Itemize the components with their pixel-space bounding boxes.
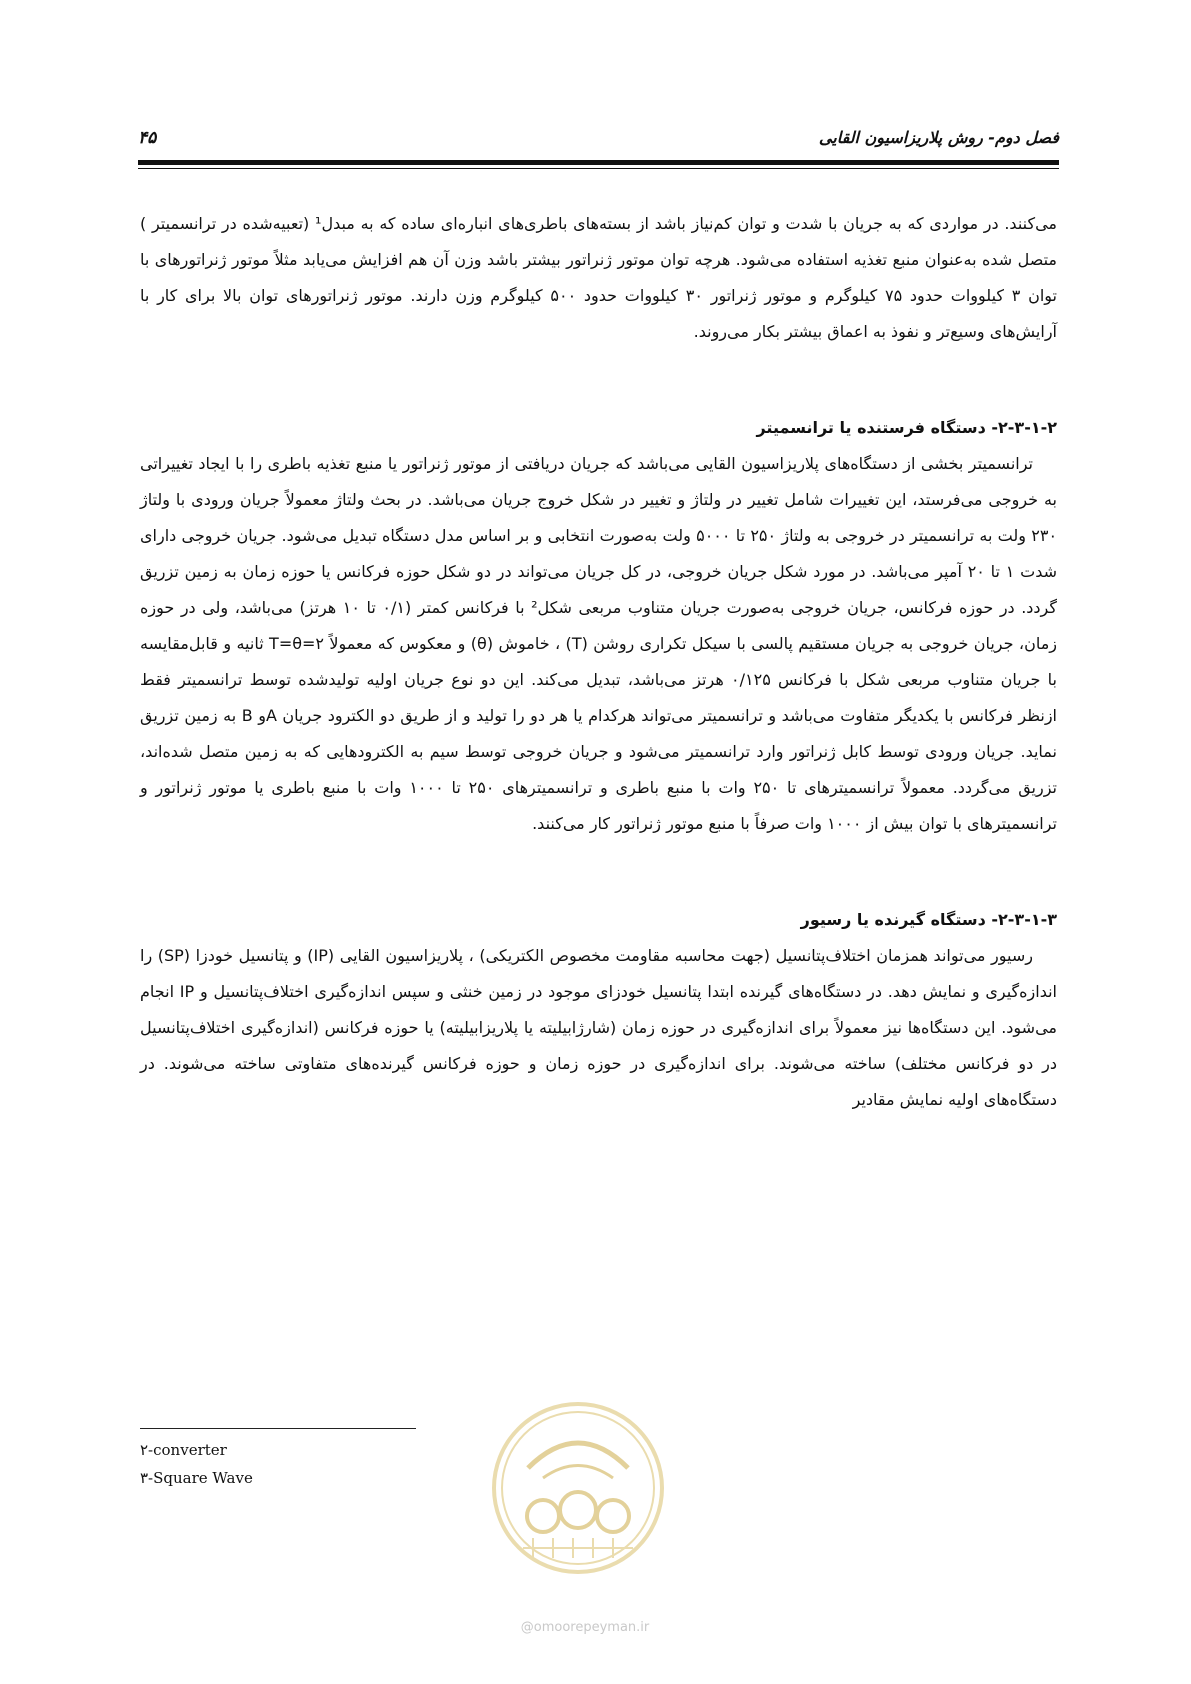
paragraph-receiver: رسیور می‌تواند همزمان اختلاف‌پتانسیل (جهت محاسبه مقاومت مخصوص الکتریکی) ، پلاریزاسیون القایی (IP) و پتانسیل خودزا (SP) را اندازه‌گیری و نمایش دهد. در دستگاه‌های گیرنده ابتدا پتانسیل خودزای موجود در زمین خنثی و سپس اندازه‌گیری اختلاف‌پتانسیل و IP انجام می‌شود. این دستگاه‌ها نیز معمولاً برای اندازه‌گیری در حوزه زمان (شارژابیلیته یا پلاریزابیلیته) یا حوزه فرکانس (اندازه‌گیری اختلاف‌پتانسیل در دو فرکانس مختلف) ساخته می‌شوند. برای اندازه‌گیری در حوزه زمان و حوزه فرکانس گیرنده‌های متفاوتی ساخته می‌شوند. در دستگاه‌های اولیه نمایش مقادیر — [140, 946, 1057, 1109]
footnotes — [140, 1436, 253, 1492]
page-number: ۴۵ — [138, 128, 157, 148]
section-heading-transmitter: ۲-۳-۱-۲- دستگاه فرستنده یا ترانسمیتر — [756, 418, 1057, 437]
page-header — [138, 128, 1059, 152]
watermark-logo — [488, 1398, 668, 1578]
page-body — [140, 206, 1057, 1118]
watermark-url: @omoorepeyman.ir — [520, 1620, 650, 1635]
paragraph-intro: می‌کنند. در مواردی که به جریان با شدت و توان کم‌نیاز باشد از بسته‌های باطری‌های انباره‌ای ساده که به مبدل¹ (تعبیه‌شده در ترانسمیتر ) متصل شده به‌عنوان منبع تغذیه استفاده می‌شود. هرچه توان موتور ژنراتور بیشتر باشد وزن آن هم افزایش می‌یابد مثلاً موتور ژنراتورهای با توان ۳ کیلووات حدود ۷۵ کیلوگرم و موتور ژنراتور ۳۰ کیلووات حدود ۵۰۰ کیلوگرم وزن دارند. موتور ژنراتورهای توان بالا برای کار با آرایش‌های وسیع‌تر و نفوذ به اعماق بیشتر بکار می‌روند. — [140, 214, 1058, 341]
header-rule-thin — [138, 168, 1059, 169]
paragraph-transmitter: ترانسمیتر بخشی از دستگاه‌های پلاریزاسیون القایی می‌باشد که جریان دریافتی از موتور ژنراتور یا منبع تغذیه باطری را با ایجاد تغییراتی به خروجی می‌فرستد، این تغییرات شامل تغییر در ولتاژ و تغییر در شکل خروج جریان می‌باشد. در بحث ولتاژ معمولاً جریان ورودی با ولتاژ ۲۳۰ ولت به ترانسمیتر در خروجی به ولتاژ ۲۵۰ تا ۵۰۰۰ ولت به‌صورت انتخابی و بر اساس مدل دستگاه تبدیل می‌شود. جریان خروجی دارای شدت ۱ تا ۲۰ آمپر می‌باشد. در مورد شکل جریان خروجی، در کل جریان می‌تواند در دو شکل حوزه فرکانس یا حوزه زمان به زمین تزریق گردد. در حوزه فرکانس، جریان خروجی به‌صورت جریان متناوب مربعی شکل² با فرکانس کمتر (۰/۱ تا ۱۰ هرتز) می‌باشد، ولی در حوزه زمان، جریان خروجی به جریان مستقیم پالسی با سیکل تکراری روشن (T) ، خاموش (θ) و معکوس که معمولاً T=θ=۲ ثانیه و قابل‌مقایسه با جریان متناوب مربعی شکل با فرکانس ۰/۱۲۵ هرتز می‌باشد، تبدیل می‌کند. این دو نوع جریان اولیه تولیدشده توسط ترانسمیتر فقط ازنظر فرکانس با یکدیگر متفاوت می‌باشد و ترانسمیتر می‌تواند هرکدام یا هر دو را تولید و از طریق دو الکترود جریان Aو B به زمین تزریق نماید. جریان ورودی توسط کابل ژنراتور وارد ترانسمیتر می‌شود و جریان خروجی توسط سیم به الکترودهایی که به زمین متصل شده‌اند، تزریق می‌گردد. معمولاً ترانسمیترهای تا ۲۵۰ وات با منبع باطری و ترانسمیترهای ۲۵۰ تا ۱۰۰۰ وات با منبع باطری یا موتور ژنراتور و ترانسمیترهای با توان بیش از ۱۰۰۰ وات صرفاً با منبع موتور ژنراتور کار می‌کنند. — [140, 454, 1058, 833]
footnote-square-wave: ۳-Square Wave — [140, 1469, 253, 1487]
footnote-converter: ۲-converter — [140, 1441, 227, 1459]
chapter-title: فصل دوم- روش پلاریزاسیون القایی — [818, 128, 1059, 147]
section-heading-receiver: ۲-۳-۱-۳- دستگاه گیرنده یا رسیور — [800, 910, 1057, 929]
footnote-rule — [140, 1428, 416, 1429]
header-rule-thick — [138, 160, 1059, 165]
